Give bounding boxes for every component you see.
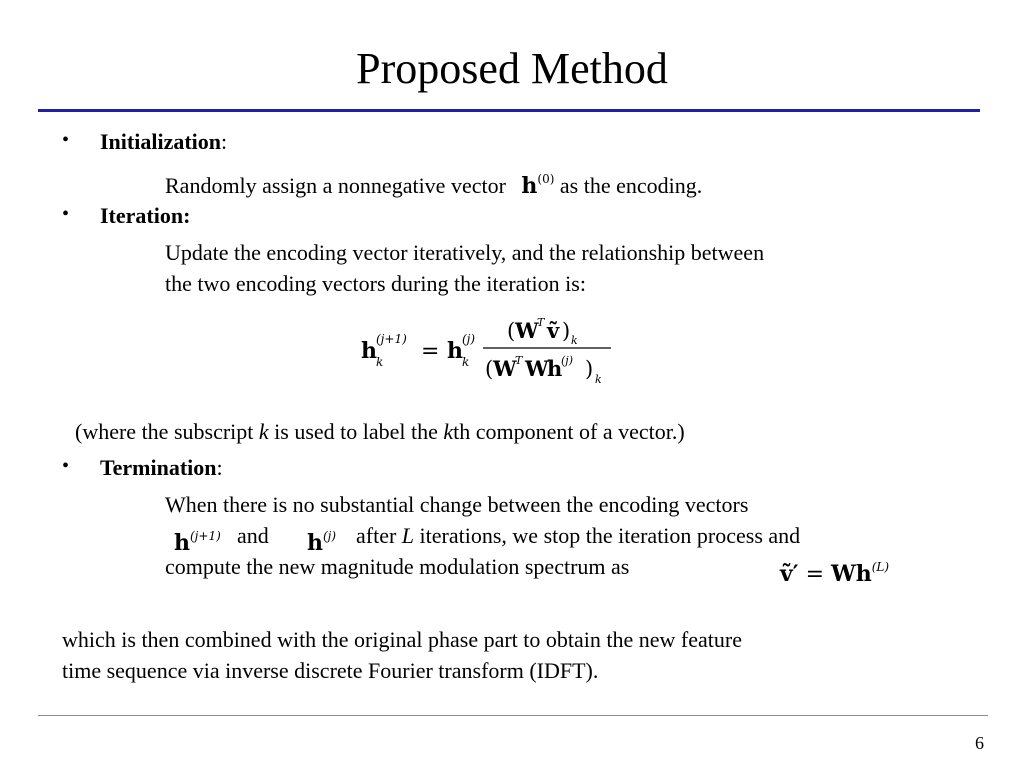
closing-line1: which is then combined with the original phase part to obtain the new feature bbox=[62, 627, 742, 652]
svg-text:ṽ: ṽ bbox=[547, 318, 560, 343]
termination-line3: compute the new magnitude modulation spectrum as bbox=[165, 554, 630, 579]
svg-text:): ) bbox=[562, 319, 571, 343]
svg-text:(j+1): (j+1) bbox=[376, 332, 407, 346]
h-j-plus-1-symbol: $h^{(j+1)}$ bbox=[174, 529, 221, 556]
svg-text:(j): (j) bbox=[561, 354, 573, 367]
initialization-text-before: Randomly assign a nonnegative vector bbox=[165, 173, 506, 198]
iteration-line1: Update the encoding vector iteratively, and the relationship between bbox=[165, 240, 765, 265]
initialization-text-after: as the encoding. bbox=[559, 173, 703, 198]
h-j-symbol: $h^{(j)}$ bbox=[307, 529, 337, 556]
initialization-text bbox=[165, 164, 702, 202]
h0-symbol: $h^{(0)}$ bbox=[521, 172, 555, 199]
termination-line1: When there is no substantial change between the encoding vectors bbox=[165, 492, 749, 517]
svg-text:h: h bbox=[447, 338, 463, 364]
svg-text:(: ( bbox=[507, 319, 516, 343]
initialization-heading bbox=[100, 126, 227, 157]
iteration-line2: the two encoding vectors during the iteration is: bbox=[165, 271, 586, 296]
initialization-colon: : bbox=[221, 129, 228, 154]
svg-text:W: W bbox=[525, 356, 549, 381]
page-number: 6 bbox=[975, 733, 984, 753]
svg-text:=: = bbox=[421, 339, 440, 364]
bullet-marker: • bbox=[62, 455, 70, 477]
svg-text:(j): (j) bbox=[462, 332, 476, 346]
svg-text:T: T bbox=[515, 354, 523, 367]
update-rule-equation bbox=[355, 312, 625, 392]
footer-divider bbox=[38, 715, 988, 716]
svg-text:h: h bbox=[361, 338, 377, 364]
iteration-heading: Iteration: bbox=[100, 203, 191, 228]
initialization-label: Initialization bbox=[100, 129, 222, 154]
svg-text:h: h bbox=[547, 356, 563, 381]
bullet-marker: • bbox=[62, 203, 70, 225]
svg-text:k: k bbox=[595, 373, 602, 386]
slide-title: Proposed Method bbox=[356, 44, 668, 93]
svg-text:): ) bbox=[585, 357, 594, 381]
svg-text:k: k bbox=[376, 355, 384, 369]
termination-line2: after L iterations, we stop the iteration process and bbox=[356, 523, 801, 548]
title-divider bbox=[38, 109, 980, 112]
svg-text:W: W bbox=[515, 318, 539, 343]
svg-text:(: ( bbox=[485, 357, 494, 381]
svg-text:k: k bbox=[462, 355, 470, 369]
and-text: and bbox=[237, 523, 269, 548]
svg-text:W: W bbox=[493, 356, 517, 381]
closing-line2: time sequence via inverse discrete Fourier transform (IDFT). bbox=[62, 658, 599, 683]
svg-text:T: T bbox=[537, 316, 545, 329]
subscript-note: (where the subscript k is used to label the kth component of a vector.) bbox=[75, 419, 685, 444]
termination-heading: Termination: bbox=[100, 455, 223, 480]
result-equation: ṽ′ = $Wh^{(L)}$ bbox=[780, 560, 890, 587]
svg-text:k: k bbox=[571, 334, 578, 347]
bullet-marker: • bbox=[62, 129, 70, 151]
